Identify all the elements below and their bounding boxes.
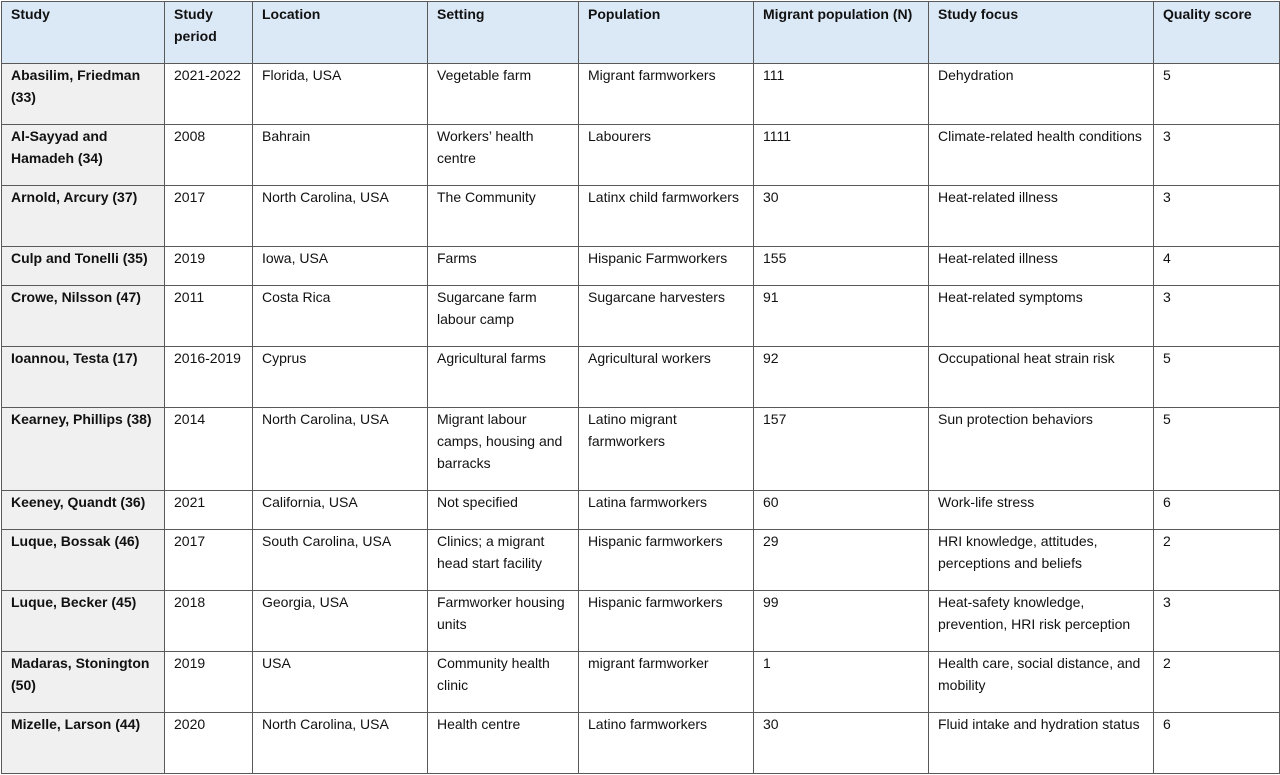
cell-study: Crowe, Nilsson (47) — [2, 286, 165, 347]
column-header-study-period: Study period — [165, 2, 253, 64]
cell-setting: Vegetable farm — [428, 64, 579, 125]
cell-study: Al-Sayyad and Hamadeh (34) — [2, 125, 165, 186]
cell-location: Florida, USA — [253, 64, 428, 125]
cell-location: North Carolina, USA — [253, 713, 428, 774]
cell-location: Costa Rica — [253, 286, 428, 347]
cell-study-period: 2021-2022 — [165, 64, 253, 125]
cell-study: Luque, Becker (45) — [2, 591, 165, 652]
cell-study-period: 2017 — [165, 530, 253, 591]
cell-population: Latina farmworkers — [579, 491, 754, 530]
cell-location: California, USA — [253, 491, 428, 530]
cell-population: Sugarcane harvesters — [579, 286, 754, 347]
cell-study-focus: Sun protection behaviors — [929, 408, 1154, 491]
cell-study-focus: Heat-related illness — [929, 247, 1154, 286]
cell-setting: Clinics; a migrant head start facility — [428, 530, 579, 591]
table-row — [2, 591, 1280, 652]
cell-setting: Agricultural farms — [428, 347, 579, 408]
cell-study-period: 2016-2019 — [165, 347, 253, 408]
cell-study-focus: HRI knowledge, attitudes, perceptions and beliefs — [929, 530, 1154, 591]
cell-population: Latino farmworkers — [579, 713, 754, 774]
table-row — [2, 347, 1280, 408]
cell-location: North Carolina, USA — [253, 186, 428, 247]
cell-location: Bahrain — [253, 125, 428, 186]
cell-study-focus: Occupational heat strain risk — [929, 347, 1154, 408]
cell-migrant-population: 30 — [754, 713, 929, 774]
cell-study-period: 2014 — [165, 408, 253, 491]
cell-migrant-population: 92 — [754, 347, 929, 408]
table-row — [2, 408, 1280, 491]
table-body — [2, 64, 1280, 774]
table-row — [2, 652, 1280, 713]
cell-population: Latino migrant farmworkers — [579, 408, 754, 491]
table-row — [2, 125, 1280, 186]
cell-quality-score: 2 — [1154, 652, 1280, 713]
cell-migrant-population: 60 — [754, 491, 929, 530]
cell-study-period: 2019 — [165, 247, 253, 286]
cell-study: Arnold, Arcury (37) — [2, 186, 165, 247]
cell-migrant-population: 99 — [754, 591, 929, 652]
cell-study-period: 2008 — [165, 125, 253, 186]
column-header-setting: Setting — [428, 2, 579, 64]
cell-location: South Carolina, USA — [253, 530, 428, 591]
cell-population: Hispanic farmworkers — [579, 591, 754, 652]
cell-location: Iowa, USA — [253, 247, 428, 286]
cell-population: Migrant farmworkers — [579, 64, 754, 125]
cell-study-focus: Dehydration — [929, 64, 1154, 125]
table-row — [2, 286, 1280, 347]
cell-population: Latinx child farmworkers — [579, 186, 754, 247]
cell-population: Hispanic farmworkers — [579, 530, 754, 591]
cell-study: Abasilim, Friedman (33) — [2, 64, 165, 125]
cell-migrant-population: 30 — [754, 186, 929, 247]
column-header-quality-score: Quality score — [1154, 2, 1280, 64]
studies-table — [1, 1, 1280, 774]
cell-migrant-population: 111 — [754, 64, 929, 125]
table-row — [2, 64, 1280, 125]
cell-setting: Farmworker housing units — [428, 591, 579, 652]
cell-quality-score: 3 — [1154, 286, 1280, 347]
cell-migrant-population: 157 — [754, 408, 929, 491]
cell-migrant-population: 91 — [754, 286, 929, 347]
cell-study-period: 2011 — [165, 286, 253, 347]
cell-quality-score: 3 — [1154, 125, 1280, 186]
cell-setting: The Community — [428, 186, 579, 247]
cell-quality-score: 2 — [1154, 530, 1280, 591]
header-row — [2, 2, 1280, 64]
cell-quality-score: 3 — [1154, 186, 1280, 247]
cell-setting: Workers’ health centre — [428, 125, 579, 186]
cell-quality-score: 5 — [1154, 408, 1280, 491]
cell-location: Georgia, USA — [253, 591, 428, 652]
cell-study: Culp and Tonelli (35) — [2, 247, 165, 286]
cell-study: Luque, Bossak (46) — [2, 530, 165, 591]
column-header-study: Study — [2, 2, 165, 64]
column-header-study-focus: Study focus — [929, 2, 1154, 64]
cell-quality-score: 6 — [1154, 713, 1280, 774]
cell-study: Mizelle, Larson (44) — [2, 713, 165, 774]
cell-study-period: 2018 — [165, 591, 253, 652]
cell-study-period: 2021 — [165, 491, 253, 530]
cell-setting: Health centre — [428, 713, 579, 774]
cell-migrant-population: 155 — [754, 247, 929, 286]
cell-population: Hispanic Farmworkers — [579, 247, 754, 286]
cell-quality-score: 5 — [1154, 347, 1280, 408]
table-row — [2, 247, 1280, 286]
cell-study-period: 2020 — [165, 713, 253, 774]
table-row — [2, 713, 1280, 774]
cell-study-period: 2019 — [165, 652, 253, 713]
table-header — [2, 2, 1280, 64]
cell-setting: Sugarcane farm labour camp — [428, 286, 579, 347]
cell-study-focus: Fluid intake and hydration status — [929, 713, 1154, 774]
cell-setting: Not specified — [428, 491, 579, 530]
cell-study: Ioannou, Testa (17) — [2, 347, 165, 408]
cell-quality-score: 6 — [1154, 491, 1280, 530]
cell-quality-score: 4 — [1154, 247, 1280, 286]
cell-study: Madaras, Stonington (50) — [2, 652, 165, 713]
cell-migrant-population: 1111 — [754, 125, 929, 186]
cell-study: Keeney, Quandt (36) — [2, 491, 165, 530]
table-row — [2, 530, 1280, 591]
cell-location: North Carolina, USA — [253, 408, 428, 491]
cell-setting: Community health clinic — [428, 652, 579, 713]
cell-quality-score: 3 — [1154, 591, 1280, 652]
column-header-migrant-population: Migrant population (N) — [754, 2, 929, 64]
table-row — [2, 491, 1280, 530]
cell-study-focus: Work-life stress — [929, 491, 1154, 530]
cell-study-focus: Climate-related health conditions — [929, 125, 1154, 186]
cell-quality-score: 5 — [1154, 64, 1280, 125]
cell-population: Labourers — [579, 125, 754, 186]
column-header-population: Population — [579, 2, 754, 64]
cell-study-focus: Heat-safety knowledge, prevention, HRI risk perception — [929, 591, 1154, 652]
cell-migrant-population: 29 — [754, 530, 929, 591]
cell-study-focus: Health care, social distance, and mobility — [929, 652, 1154, 713]
cell-location: Cyprus — [253, 347, 428, 408]
table-row — [2, 186, 1280, 247]
cell-migrant-population: 1 — [754, 652, 929, 713]
cell-location: USA — [253, 652, 428, 713]
cell-study-focus: Heat-related symptoms — [929, 286, 1154, 347]
cell-setting: Migrant labour camps, housing and barracks — [428, 408, 579, 491]
cell-study-period: 2017 — [165, 186, 253, 247]
cell-study: Kearney, Phillips (38) — [2, 408, 165, 491]
cell-population: migrant farmworker — [579, 652, 754, 713]
column-header-location: Location — [253, 2, 428, 64]
cell-setting: Farms — [428, 247, 579, 286]
cell-population: Agricultural workers — [579, 347, 754, 408]
cell-study-focus: Heat-related illness — [929, 186, 1154, 247]
